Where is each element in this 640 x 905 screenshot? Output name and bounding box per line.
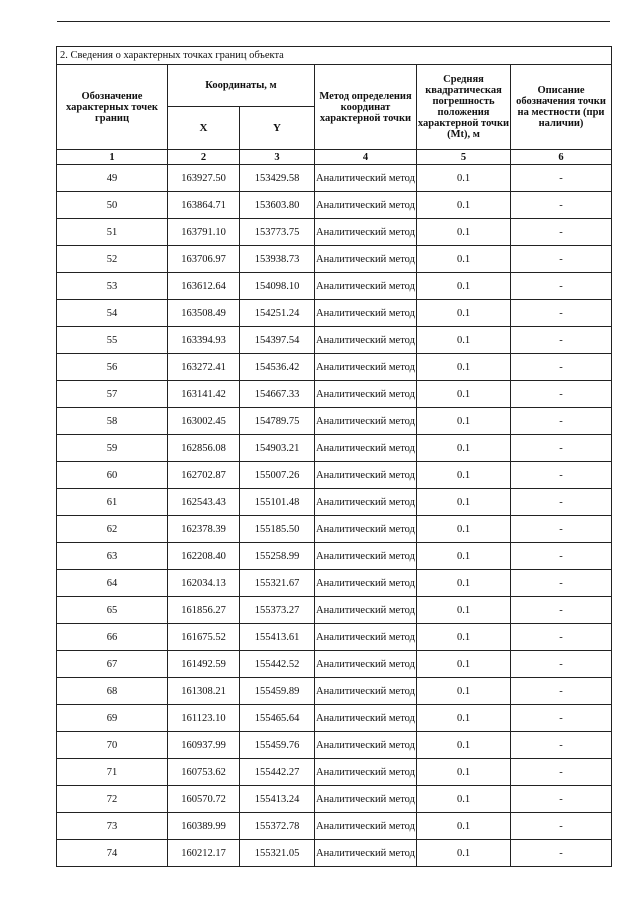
cell-point-id: 65	[57, 597, 168, 624]
table-row	[57, 543, 612, 570]
cell-coord-x: 160570.72	[168, 786, 240, 813]
cell-point-id: 58	[57, 408, 168, 435]
cell-coord-y: 155413.24	[240, 786, 315, 813]
cell-coord-x: 161856.27	[168, 597, 240, 624]
cell-point-id: 68	[57, 678, 168, 705]
cell-description: -	[511, 165, 612, 192]
cell-coord-y: 153773.75	[240, 219, 315, 246]
cell-error: 0.1	[417, 678, 511, 705]
cell-description: -	[511, 813, 612, 840]
cell-point-id: 55	[57, 327, 168, 354]
cell-coord-x: 162208.40	[168, 543, 240, 570]
cell-coord-y: 155442.52	[240, 651, 315, 678]
cell-description: -	[511, 624, 612, 651]
cell-coord-x: 163141.42	[168, 381, 240, 408]
cell-coord-y: 154789.75	[240, 408, 315, 435]
cell-point-id: 72	[57, 786, 168, 813]
cell-error: 0.1	[417, 273, 511, 300]
table-row	[57, 381, 612, 408]
cell-coord-x: 160389.99	[168, 813, 240, 840]
cell-description: -	[511, 543, 612, 570]
cell-point-id: 60	[57, 462, 168, 489]
table-row	[57, 408, 612, 435]
cell-point-id: 74	[57, 840, 168, 867]
table-row	[57, 354, 612, 381]
cell-coord-x: 163927.50	[168, 165, 240, 192]
header-error: Средняя квадратическая погрешность положения характерной точки (Mt), м	[417, 65, 511, 150]
cell-coord-y: 155101.48	[240, 489, 315, 516]
cell-coord-y: 153938.73	[240, 246, 315, 273]
cell-error: 0.1	[417, 651, 511, 678]
cell-error: 0.1	[417, 192, 511, 219]
cell-method: Аналитический метод	[315, 651, 417, 678]
header-designation: Обозначение характерных точек границ	[57, 65, 168, 150]
cell-error: 0.1	[417, 165, 511, 192]
cell-coord-x: 163508.49	[168, 300, 240, 327]
cell-error: 0.1	[417, 489, 511, 516]
cell-description: -	[511, 570, 612, 597]
column-number: 3	[240, 150, 315, 165]
cell-description: -	[511, 408, 612, 435]
cell-point-id: 56	[57, 354, 168, 381]
header-y: Y	[240, 107, 315, 150]
cell-point-id: 51	[57, 219, 168, 246]
column-number-row	[57, 150, 612, 165]
cell-coord-x: 162378.39	[168, 516, 240, 543]
cell-coord-y: 154536.42	[240, 354, 315, 381]
cell-method: Аналитический метод	[315, 489, 417, 516]
cell-description: -	[511, 192, 612, 219]
cell-point-id: 69	[57, 705, 168, 732]
cell-error: 0.1	[417, 705, 511, 732]
cell-description: -	[511, 705, 612, 732]
cell-description: -	[511, 597, 612, 624]
cell-coord-y: 155258.99	[240, 543, 315, 570]
table-row	[57, 165, 612, 192]
cell-coord-x: 163864.71	[168, 192, 240, 219]
cell-method: Аналитический метод	[315, 246, 417, 273]
cell-coord-x: 160212.17	[168, 840, 240, 867]
cell-error: 0.1	[417, 570, 511, 597]
caption-row	[57, 47, 612, 65]
cell-point-id: 70	[57, 732, 168, 759]
column-number: 1	[57, 150, 168, 165]
cell-coord-x: 163791.10	[168, 219, 240, 246]
cell-error: 0.1	[417, 300, 511, 327]
cell-description: -	[511, 435, 612, 462]
cell-description: -	[511, 300, 612, 327]
cell-description: -	[511, 273, 612, 300]
table-row	[57, 273, 612, 300]
cell-description: -	[511, 246, 612, 273]
cell-method: Аналитический метод	[315, 759, 417, 786]
cell-coord-x: 163612.64	[168, 273, 240, 300]
table-row	[57, 327, 612, 354]
cell-coord-x: 163706.97	[168, 246, 240, 273]
table-row	[57, 651, 612, 678]
cell-description: -	[511, 327, 612, 354]
cell-coord-x: 161308.21	[168, 678, 240, 705]
cell-point-id: 53	[57, 273, 168, 300]
cell-method: Аналитический метод	[315, 678, 417, 705]
cell-method: Аналитический метод	[315, 354, 417, 381]
cell-description: -	[511, 840, 612, 867]
table-row	[57, 786, 612, 813]
cell-method: Аналитический метод	[315, 786, 417, 813]
table-row	[57, 678, 612, 705]
cell-description: -	[511, 354, 612, 381]
cell-point-id: 67	[57, 651, 168, 678]
cell-method: Аналитический метод	[315, 300, 417, 327]
cell-point-id: 59	[57, 435, 168, 462]
cell-coord-y: 155185.50	[240, 516, 315, 543]
cell-coord-x: 160937.99	[168, 732, 240, 759]
cell-method: Аналитический метод	[315, 408, 417, 435]
cell-point-id: 50	[57, 192, 168, 219]
cell-point-id: 62	[57, 516, 168, 543]
cell-coord-y: 155465.64	[240, 705, 315, 732]
cell-description: -	[511, 489, 612, 516]
cell-coord-y: 154667.33	[240, 381, 315, 408]
cell-method: Аналитический метод	[315, 840, 417, 867]
cell-error: 0.1	[417, 624, 511, 651]
header-coordinates: Координаты, м	[168, 65, 315, 107]
table-row	[57, 813, 612, 840]
column-number: 5	[417, 150, 511, 165]
cell-description: -	[511, 516, 612, 543]
cell-coord-x: 161675.52	[168, 624, 240, 651]
cell-method: Аналитический метод	[315, 516, 417, 543]
cell-description: -	[511, 651, 612, 678]
table-row	[57, 300, 612, 327]
cell-description: -	[511, 381, 612, 408]
boundary-points-table	[56, 46, 612, 867]
cell-error: 0.1	[417, 327, 511, 354]
cell-coord-y: 155459.76	[240, 732, 315, 759]
cell-coord-y: 155321.05	[240, 840, 315, 867]
cell-error: 0.1	[417, 408, 511, 435]
cell-point-id: 71	[57, 759, 168, 786]
table-row	[57, 516, 612, 543]
table-row	[57, 435, 612, 462]
table-row	[57, 840, 612, 867]
cell-error: 0.1	[417, 786, 511, 813]
cell-method: Аналитический метод	[315, 219, 417, 246]
cell-method: Аналитический метод	[315, 570, 417, 597]
cell-point-id: 66	[57, 624, 168, 651]
cell-coord-x: 162856.08	[168, 435, 240, 462]
cell-error: 0.1	[417, 732, 511, 759]
cell-error: 0.1	[417, 840, 511, 867]
cell-method: Аналитический метод	[315, 543, 417, 570]
cell-error: 0.1	[417, 381, 511, 408]
cell-coord-y: 153429.58	[240, 165, 315, 192]
cell-method: Аналитический метод	[315, 705, 417, 732]
table-row	[57, 219, 612, 246]
cell-coord-y: 154251.24	[240, 300, 315, 327]
table-row	[57, 570, 612, 597]
cell-point-id: 61	[57, 489, 168, 516]
cell-coord-y: 155373.27	[240, 597, 315, 624]
cell-point-id: 52	[57, 246, 168, 273]
top-rule	[57, 21, 610, 22]
cell-description: -	[511, 678, 612, 705]
cell-method: Аналитический метод	[315, 732, 417, 759]
cell-coord-y: 154397.54	[240, 327, 315, 354]
cell-point-id: 73	[57, 813, 168, 840]
table-row	[57, 597, 612, 624]
column-number: 4	[315, 150, 417, 165]
cell-coord-y: 155413.61	[240, 624, 315, 651]
table-row	[57, 489, 612, 516]
cell-error: 0.1	[417, 543, 511, 570]
cell-coord-x: 161123.10	[168, 705, 240, 732]
table-body	[57, 165, 612, 867]
header-row-1	[57, 65, 612, 107]
cell-method: Аналитический метод	[315, 273, 417, 300]
cell-method: Аналитический метод	[315, 165, 417, 192]
table-row	[57, 462, 612, 489]
cell-point-id: 49	[57, 165, 168, 192]
cell-description: -	[511, 786, 612, 813]
cell-coord-y: 155459.89	[240, 678, 315, 705]
cell-point-id: 54	[57, 300, 168, 327]
cell-coord-y: 155007.26	[240, 462, 315, 489]
cell-coord-y: 154098.10	[240, 273, 315, 300]
cell-coord-x: 163272.41	[168, 354, 240, 381]
cell-coord-x: 162543.43	[168, 489, 240, 516]
cell-coord-y: 155442.27	[240, 759, 315, 786]
cell-point-id: 63	[57, 543, 168, 570]
cell-method: Аналитический метод	[315, 192, 417, 219]
cell-coord-y: 155321.67	[240, 570, 315, 597]
cell-coord-y: 153603.80	[240, 192, 315, 219]
cell-point-id: 57	[57, 381, 168, 408]
cell-method: Аналитический метод	[315, 462, 417, 489]
table-row	[57, 759, 612, 786]
table-row	[57, 705, 612, 732]
cell-description: -	[511, 759, 612, 786]
cell-method: Аналитический метод	[315, 813, 417, 840]
cell-error: 0.1	[417, 435, 511, 462]
cell-coord-y: 154903.21	[240, 435, 315, 462]
cell-coord-x: 160753.62	[168, 759, 240, 786]
cell-coord-x: 163002.45	[168, 408, 240, 435]
cell-error: 0.1	[417, 219, 511, 246]
section-title: 2. Сведения о характерных точках границ объекта	[57, 47, 612, 65]
table-row	[57, 192, 612, 219]
cell-error: 0.1	[417, 246, 511, 273]
table-row	[57, 246, 612, 273]
cell-error: 0.1	[417, 813, 511, 840]
cell-error: 0.1	[417, 597, 511, 624]
cell-point-id: 64	[57, 570, 168, 597]
header-x: X	[168, 107, 240, 150]
cell-coord-y: 155372.78	[240, 813, 315, 840]
column-number: 2	[168, 150, 240, 165]
header-description: Описание обозначения точки на местности (при наличии)	[511, 65, 612, 150]
cell-error: 0.1	[417, 462, 511, 489]
cell-coord-x: 162702.87	[168, 462, 240, 489]
column-number: 6	[511, 150, 612, 165]
cell-description: -	[511, 462, 612, 489]
cell-error: 0.1	[417, 759, 511, 786]
table-row	[57, 624, 612, 651]
cell-error: 0.1	[417, 516, 511, 543]
cell-coord-x: 161492.59	[168, 651, 240, 678]
cell-method: Аналитический метод	[315, 624, 417, 651]
cell-coord-x: 162034.13	[168, 570, 240, 597]
header-method: Метод определения координат характерной точки	[315, 65, 417, 150]
cell-method: Аналитический метод	[315, 435, 417, 462]
cell-description: -	[511, 219, 612, 246]
cell-error: 0.1	[417, 354, 511, 381]
cell-method: Аналитический метод	[315, 327, 417, 354]
cell-coord-x: 163394.93	[168, 327, 240, 354]
table-row	[57, 732, 612, 759]
cell-description: -	[511, 732, 612, 759]
cell-method: Аналитический метод	[315, 381, 417, 408]
cell-method: Аналитический метод	[315, 597, 417, 624]
